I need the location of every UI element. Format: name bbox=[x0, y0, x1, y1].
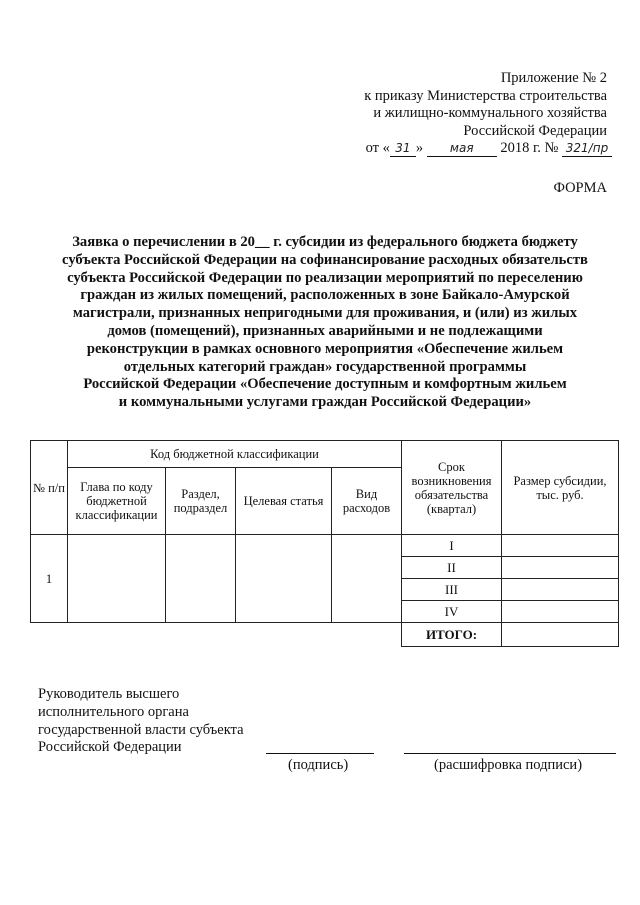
header-amount: Размер субсидии, тыс. руб. bbox=[502, 441, 619, 535]
appendix-header bbox=[364, 70, 607, 140]
order-month: мая bbox=[427, 141, 497, 157]
header-term: Срок возникновения обязательства (квартал) bbox=[402, 441, 502, 535]
amount-cell bbox=[502, 601, 619, 623]
header-target: Целевая статья bbox=[236, 468, 332, 535]
signatory-line: государственной власти субъекта bbox=[38, 721, 244, 738]
header-num: № п/п bbox=[31, 441, 68, 535]
signatory-line: Руководитель высшего bbox=[38, 686, 180, 702]
amount-cell bbox=[502, 557, 619, 579]
total-amount-cell bbox=[502, 623, 619, 647]
order-prefix: от « bbox=[365, 140, 390, 156]
quarter-label: II bbox=[402, 557, 502, 579]
form-label: ФОРМА bbox=[553, 180, 607, 196]
signature-decode-line bbox=[404, 753, 616, 754]
signatory-line: исполнительного органа bbox=[38, 703, 189, 720]
cell-target bbox=[236, 535, 332, 623]
cell-expense-type bbox=[332, 535, 402, 623]
title-line: реконструкции в рамках основного мероприятия «Обеспечение жильем bbox=[86, 340, 564, 357]
appendix-country: Российской Федерации bbox=[463, 122, 607, 139]
signature-caption: (подпись) bbox=[288, 757, 349, 773]
appendix-ministry: и жилищно-коммунального хозяйства bbox=[373, 105, 607, 121]
header-expense-type: Вид расходов bbox=[332, 468, 402, 535]
quarter-label: III bbox=[402, 579, 502, 601]
title-line: Российской Федерации «Обеспечение доступным и комфортным жильем bbox=[83, 376, 567, 393]
cell-chapter bbox=[68, 535, 166, 623]
amount-cell bbox=[502, 579, 619, 601]
subsidy-table bbox=[30, 440, 619, 647]
order-number: 321/пр bbox=[562, 141, 612, 157]
appendix-order-ref: к приказу Министерства строительства bbox=[364, 87, 607, 104]
signature-line bbox=[266, 753, 374, 754]
title-line: магистрали, признанных непригодными для проживания, и (или) из жилых bbox=[72, 305, 578, 322]
quarter-label: I bbox=[402, 535, 502, 557]
header-section: Раздел, подраздел bbox=[166, 468, 236, 535]
order-day: 31 bbox=[390, 141, 416, 157]
amount-cell bbox=[502, 535, 619, 557]
title-line: субъекта Российской Федерации на софинансирование расходных обязательств bbox=[62, 251, 588, 268]
total-spacer bbox=[31, 623, 402, 647]
title-line: Заявка о перечислении в 20__ г. субсидии из федерального бюджета бюджету bbox=[72, 234, 578, 250]
signatory-line: Российской Федерации bbox=[38, 739, 182, 756]
title-line: отдельных категорий граждан» государственной программы bbox=[123, 358, 527, 375]
document-title bbox=[60, 234, 590, 412]
order-year: 2018 г. № bbox=[500, 140, 559, 156]
title-line: граждан из жилых помещений, расположенных в зоне Байкало-Амурской bbox=[80, 287, 570, 304]
header-chapter: Глава по коду бюджетной классификации bbox=[68, 468, 166, 535]
title-line: субъекта Российской Федерации по реализации мероприятий по переселению bbox=[67, 269, 583, 286]
title-line: и коммунальными услугами граждан Российской Федерации» bbox=[118, 394, 532, 411]
quarter-label: IV bbox=[402, 601, 502, 623]
order-quote-close: » bbox=[415, 140, 424, 156]
cell-section bbox=[166, 535, 236, 623]
order-date-line bbox=[366, 140, 612, 157]
signatory-title bbox=[38, 686, 244, 757]
total-label: ИТОГО: bbox=[402, 623, 502, 647]
signature-decode-caption: (расшифровка подписи) bbox=[434, 757, 583, 773]
row-number: 1 bbox=[31, 535, 68, 623]
appendix-number: Приложение № 2 bbox=[500, 70, 607, 86]
header-budget-classification: Код бюджетной классификации bbox=[68, 441, 402, 468]
title-line: домов (помещений), признанных аварийными и не подлежащими bbox=[107, 322, 543, 339]
